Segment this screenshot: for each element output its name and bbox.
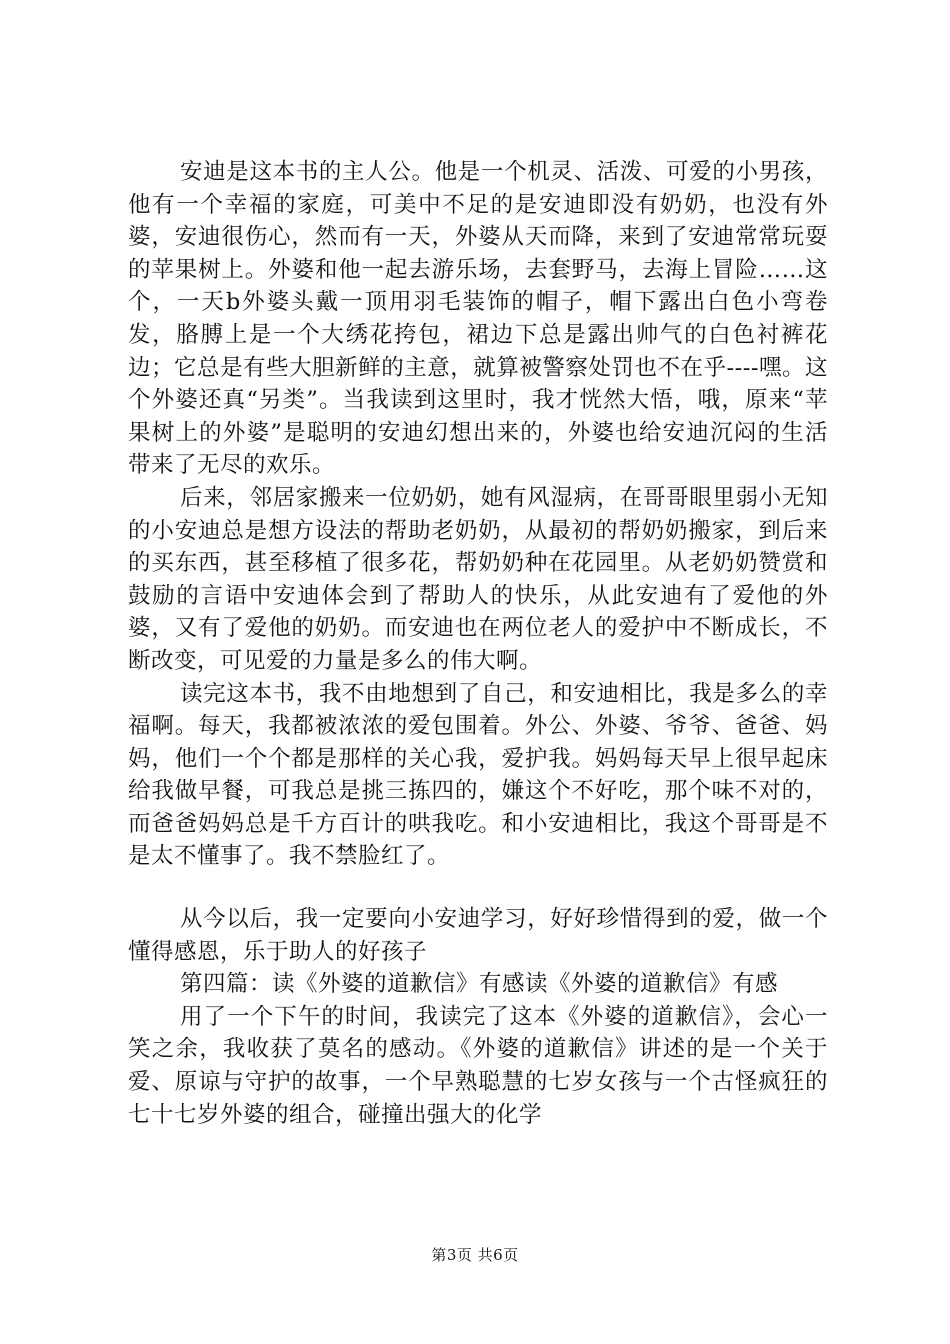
- paragraph-resolution: 从今以后，我一定要向小安迪学习，好好珍惜得到的爱，做一个懂得感恩，乐于助人的好孩子: [128, 906, 828, 965]
- paragraph-apology-letter: 用了一个下午的时间，我读完了这本《外婆的道歉信》，会心一笑之余，我收获了莫名的感动。《外婆的道歉信》讲述的是一个关于爱、原谅与守护的故事，一个早熟聪慧的七岁女孩与一个古怪疯狂的七十七岁外婆的组合，碰撞出强大的化学: [128, 1003, 828, 1128]
- paragraph-spacer: [128, 873, 828, 903]
- section-heading: 第四篇：读《外婆的道歉信》有感读《外婆的道歉信》有感: [180, 971, 779, 998]
- paragraph-reflection: 读完这本书，我不由地想到了自己，和安迪相比，我是多么的幸福啊。每天，我都被浓浓的爱包围着。外公、外婆、爷爷、爸爸、妈妈，他们一个个都是那样的关心我，爱护我。妈妈每天早上很早起床给我做早餐，可我总是挑三拣四的，嫌这个不好吃，那个味不对的，而爸爸妈妈总是千方百计的哄我吃。和小安迪相比，我这个哥哥是不是太不懂事了。我不禁脸红了。: [128, 680, 828, 870]
- paragraph-neighbor-grandma: 后来，邻居家搬来一位奶奶，她有风湿病，在哥哥眼里弱小无知的小安迪总是想方设法的帮助老奶奶，从最初的帮奶奶搬家，到后来的买东西，甚至移植了很多花，帮奶奶种在花园里。从老奶奶赞赏和鼓励的言语中安迪体会到了帮助人的快乐，从此安迪有了爱他的外婆，又有了爱他的奶奶。而安迪也在两位老人的爱护中不断成长，不断改变，可见爱的力量是多么的伟大啊。: [128, 484, 828, 674]
- paragraph-andy-intro: 安迪是这本书的主人公。他是一个机灵、活泼、可爱的小男孩，他有一个幸福的家庭，可美中不足的是安迪即没有奶奶，也没有外婆，安迪很伤心，然而有一天，外婆从天而降，来到了安迪常常玩耍的苹果树上。外婆和他一起去游乐场，去套野马，去海上冒险……这个，一天b外婆头戴一顶用羽毛装饰的帽子，帽下露出白色小弯卷发，胳膊上是一个大绣花挎包，裙边下总是露出帅气的白色衬裤花边；它总是有些大胆新鲜的主意，就算被警察处罚也不在乎----嘿。这个外婆还真“另类”。当我读到这里时，我才恍然大悟，哦，原来“苹果树上的外婆”是聪明的安迪幻想出来的，外婆也给安迪沉闷的生活带来了无尽的欢乐。: [128, 159, 828, 479]
- page-footer: 第3页 共6页: [431, 1246, 519, 1264]
- document-body: [128, 156, 828, 1131]
